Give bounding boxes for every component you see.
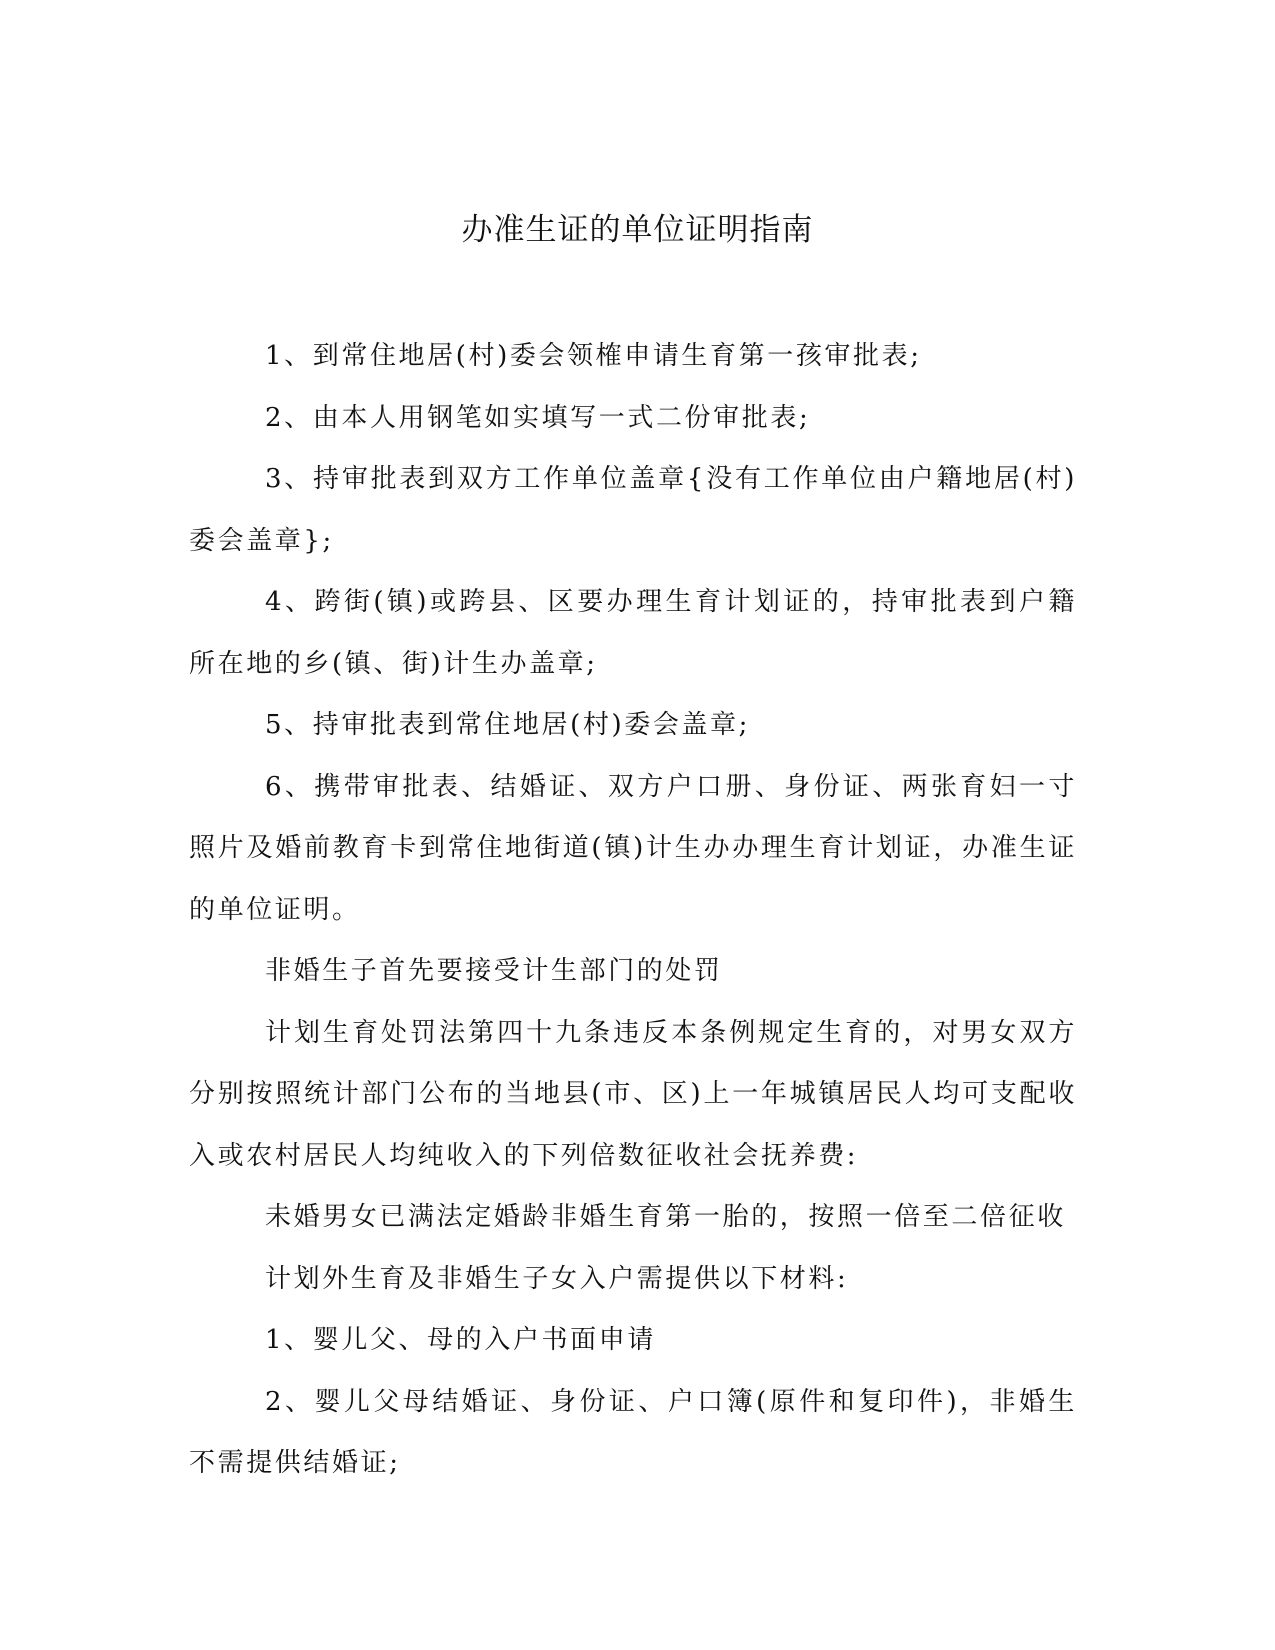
paragraph-penalty-rule: 计划生育处罚法第四十九条违反本条例规定生育的，对男女双方分别按照统计部门公布的当地县(市、区)上一年城镇居民人均可支配收入或农村居民人均纯收入的下列倍数征收社会抚养费: [189, 1017, 1077, 1171]
paragraph-step-1: 1、到常住地居(村)委会领榷申请生育第一孩审批表; [265, 341, 922, 371]
paragraph-step-5: 5、持审批表到常住地居(村)委会盖章; [265, 710, 750, 740]
paragraph-step-6: 6、携带审批表、结婚证、双方户口册、身份证、两张育妇一寸照片及婚前教育卡到常住地街道(镇)计生办办理生育计划证，办准生证的单位证明。 [189, 771, 1077, 925]
paragraph-step-4: 4、跨街(镇)或跨县、区要办理生育计划证的，持审批表到户籍所在地的乡(镇、街)计生办盖章; [189, 587, 1077, 679]
paragraph-material-1: 1、婴儿父、母的入户书面申请 [265, 1325, 656, 1355]
paragraph-penalty-unmarried: 未婚男女已满法定婚龄非婚生育第一胎的，按照一倍至二倍征收 [265, 1202, 1066, 1232]
document-body [189, 326, 1077, 1495]
paragraph-penalty-heading: 非婚生子首先要接受计生部门的处罚 [265, 956, 723, 986]
paragraph-step-2: 2、由本人用钢笔如实填写一式二份审批表; [265, 402, 811, 433]
paragraph-materials-heading: 计划外生育及非婚生子女入户需提供以下材料: [265, 1263, 849, 1294]
document-title: 办准生证的单位证明指南 [461, 212, 814, 248]
paragraph-step-3: 3、持审批表到双方工作单位盖章{没有工作单位由户籍地居(村)委会盖章}; [189, 464, 1077, 556]
paragraph-material-2: 2、婴儿父母结婚证、身份证、户口簿(原件和复印件)，非婚生不需提供结婚证; [189, 1386, 1077, 1478]
